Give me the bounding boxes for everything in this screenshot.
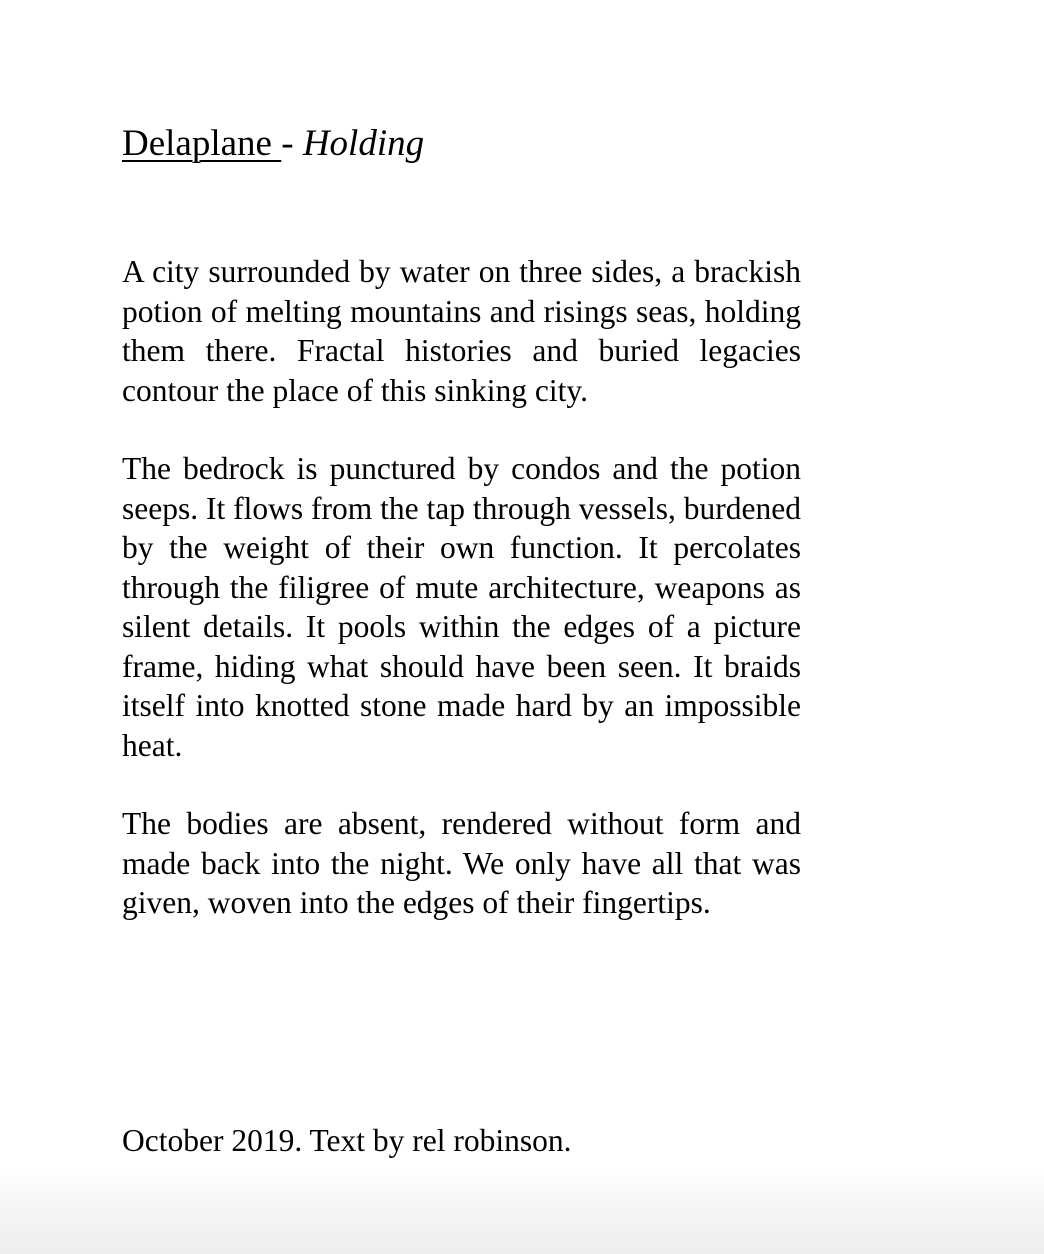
work-title: Holding <box>302 123 425 164</box>
artist-name: Delaplane <box>122 123 282 164</box>
page-title <box>122 120 424 168</box>
title-separator: - <box>281 123 303 164</box>
credit-line: October 2019. Text by rel robinson. <box>122 1123 572 1158</box>
essay-paragraph-3: The bodies are absent, rendered without form and made back into the night. We only have all that was given, woven into the edges of their fingertips. <box>122 806 801 920</box>
essay-paragraph-2: The bedrock is punctured by condos and the potion seeps. It flows from the tap through vessels, burdened by the weight of their own function. It percolates through the filigree of mute architecture, weapons as silent details. It pools within the edges of a picture frame, hiding what should have been seen. It braids itself into knotted stone made hard by an impossible heat. <box>122 451 801 763</box>
essay-body <box>122 252 801 962</box>
essay-paragraph-1: A city surrounded by water on three sides, a brackish potion of melting mountains and risings seas, holding them there. Fractal histories and buried legacies contour the place of this sinking city. <box>122 254 801 408</box>
